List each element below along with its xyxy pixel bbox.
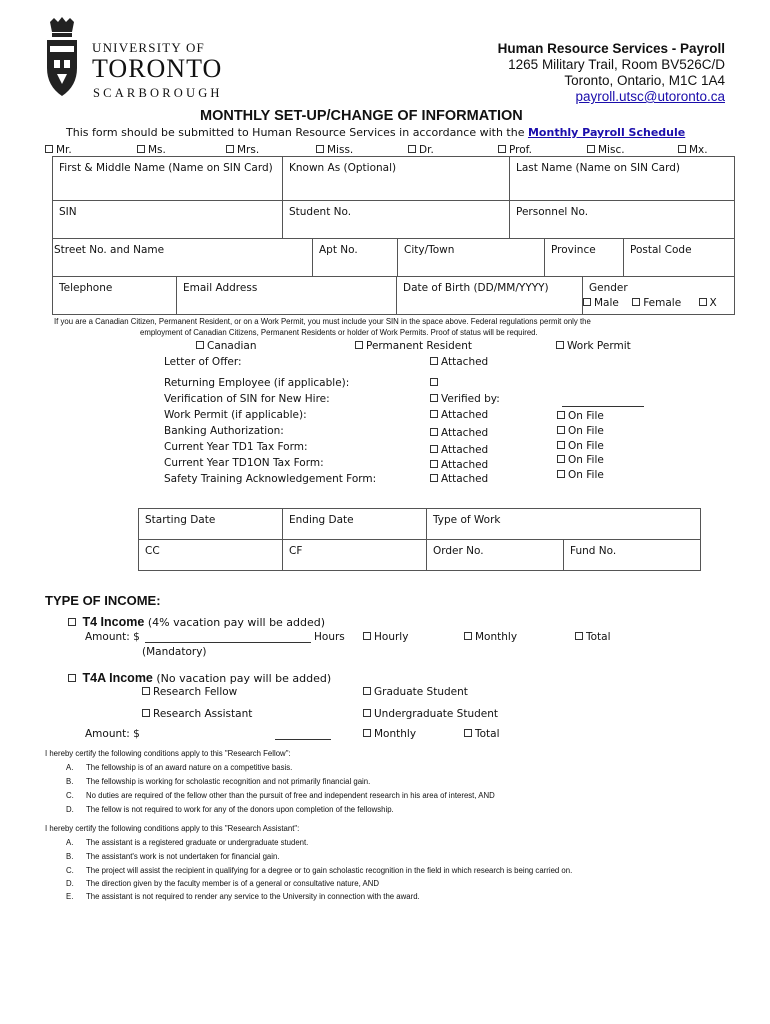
t4a-monthly-label: Monthly (374, 728, 417, 740)
checkbox-icon (363, 632, 371, 640)
checkbox-icon (363, 687, 371, 695)
street-label: Street No. and Name (54, 244, 165, 256)
form-subtitle (66, 126, 685, 139)
doc-verification-label: Verification of SIN for New Hire: (164, 393, 330, 405)
status-canadian[interactable] (196, 340, 257, 352)
starting-date-label: Starting Date (145, 514, 216, 526)
checkbox-icon (430, 474, 438, 482)
graduate-student-option[interactable] (363, 686, 468, 698)
checkbox-icon (430, 428, 438, 436)
first-name-field[interactable] (53, 157, 283, 201)
checkbox-icon (196, 341, 204, 349)
ending-date-field[interactable] (283, 509, 427, 540)
doc-verified-by[interactable] (430, 393, 500, 405)
list-letter: D. (66, 879, 74, 888)
doc-td1-label: Current Year TD1 Tax Form: (164, 441, 308, 453)
doc-td1on-label: Current Year TD1ON Tax Form: (164, 457, 324, 469)
list-letter: C. (66, 791, 74, 800)
list-letter: B. (66, 852, 74, 861)
logo-toronto: TORONTO (92, 54, 223, 83)
gender-x-label: X (709, 297, 717, 309)
title-mrs-label: Mrs. (237, 144, 260, 156)
checkbox-icon (430, 445, 438, 453)
status-canadian-label: Canadian (207, 340, 257, 352)
cf-field[interactable] (283, 540, 427, 571)
certify-fellow-item (66, 791, 495, 800)
certify-assistant-intro: I hereby certify the following conditions apply to this "Research Assistant": (45, 824, 300, 833)
personnel-no-label: Personnel No. (516, 206, 589, 218)
verified-by-label: Verified by: (441, 393, 500, 405)
checkbox-icon (583, 298, 591, 306)
t4-amount-label: Amount: $ (85, 631, 140, 643)
t4-income-note: (4% vacation pay will be added) (147, 616, 326, 629)
first-name-label: First & Middle Name (Name on SIN Card) (59, 162, 273, 174)
certify-assistant-item (66, 892, 420, 901)
checkbox-icon (363, 729, 371, 737)
certify-fellow-intro: I hereby certify the following conditions apply to this "Research Fellow": (45, 749, 291, 758)
street-field[interactable] (53, 239, 313, 277)
title-prof-label: Prof. (509, 144, 532, 156)
certify-assistant-item (66, 879, 379, 888)
email-label: Email Address (183, 282, 258, 294)
t4a-total-label: Total (475, 728, 500, 740)
t4-monthly-label: Monthly (475, 631, 518, 643)
checkbox-icon (498, 145, 506, 153)
title-miss[interactable] (316, 144, 353, 156)
dob-field[interactable] (397, 277, 583, 315)
checkbox-icon (68, 618, 76, 626)
student-no-field[interactable] (283, 201, 510, 239)
undergraduate-student-label: Undergraduate Student (374, 708, 499, 720)
t4a-amount-input[interactable] (275, 728, 331, 740)
doc-returning-checkbox[interactable] (430, 377, 441, 389)
checkbox-icon (557, 455, 565, 463)
certify-assistant-item (66, 838, 308, 847)
cf-label: CF (289, 545, 303, 557)
title-mx-label: Mx. (689, 144, 708, 156)
doc-banking-label: Banking Authorization: (164, 425, 284, 437)
list-letter: A. (66, 838, 74, 847)
research-fellow-label: Research Fellow (153, 686, 238, 698)
checkbox-icon (226, 145, 234, 153)
gender-male-label: Male (594, 297, 619, 309)
list-text: No duties are required of the fellow other than the pursuit of free and independent research in his area of interest, AND (86, 791, 495, 800)
research-assistant-label: Research Assistant (153, 708, 253, 720)
t4-hours-label: Hours (314, 631, 345, 643)
telephone-field[interactable] (53, 277, 177, 315)
t4-hourly-label: Hourly (374, 631, 409, 643)
header-email-link[interactable]: payroll.utsc@utoronto.ca (575, 89, 725, 104)
doc-safety-label: Safety Training Acknowledgement Form: (164, 473, 377, 485)
last-name-field[interactable] (510, 157, 735, 201)
title-prof[interactable] (498, 144, 532, 156)
dob-label: Date of Birth (DD/MM/YYYY) (403, 282, 549, 294)
fund-no-label: Fund No. (570, 545, 617, 557)
list-letter: C. (66, 866, 74, 875)
payroll-schedule-link[interactable]: Monthly Payroll Schedule (527, 126, 686, 139)
attached-label: Attached (441, 356, 489, 368)
list-letter: E. (66, 892, 74, 901)
checkbox-icon (142, 687, 150, 695)
email-field[interactable] (177, 277, 397, 315)
checkbox-icon (408, 145, 416, 153)
t4-income-option[interactable] (68, 615, 325, 629)
known-as-field[interactable] (283, 157, 510, 201)
list-text: The assistant is not required to render any service to the University in connection with the award. (86, 892, 420, 901)
list-text: The project will assist the recipient in qualifying for a degree or to gain scholastic recognition in the field in which research is being carried on. (86, 866, 573, 875)
gender-female-option[interactable] (632, 297, 681, 309)
t4a-monthly-option[interactable] (363, 728, 416, 740)
checkbox-icon (430, 357, 438, 365)
checkbox-icon (363, 709, 371, 717)
doc-td1-onfile[interactable] (557, 440, 604, 452)
graduate-student-label: Graduate Student (374, 686, 468, 698)
certify-fellow-item (66, 805, 394, 814)
doc-safety-onfile[interactable] (557, 469, 604, 481)
title-mrs[interactable] (226, 144, 259, 156)
checkbox-icon (430, 394, 438, 402)
doc-work-permit-label: Work Permit (if applicable): (164, 409, 307, 421)
checkbox-icon (575, 632, 583, 640)
on-file-label: On File (568, 410, 604, 422)
checkbox-icon (430, 460, 438, 468)
on-file-label: On File (568, 425, 604, 437)
t4-amount-input[interactable] (145, 631, 311, 643)
status-permanent-label: Permanent Resident (366, 340, 473, 352)
t4-total-option[interactable] (575, 631, 611, 643)
known-as-label: Known As (Optional) (289, 162, 397, 174)
status-work-permit-label: Work Permit (567, 340, 631, 352)
doc-td1-attached[interactable] (430, 444, 488, 456)
undergraduate-student-option[interactable] (363, 708, 498, 720)
title-mr-label: Mr. (56, 144, 72, 156)
fund-no-field[interactable] (564, 540, 701, 571)
title-dr-label: Dr. (419, 144, 434, 156)
header-address-line1: 1265 Military Trail, Room BV526C/D (508, 57, 725, 72)
checkbox-icon (557, 426, 565, 434)
t4-hourly-option[interactable] (363, 631, 408, 643)
last-name-label: Last Name (Name on SIN Card) (516, 162, 680, 174)
doc-letter-offer-label: Letter of Offer: (164, 356, 242, 368)
doc-work-permit-onfile[interactable] (557, 410, 604, 422)
header-department: Human Resource Services - Payroll (497, 41, 725, 56)
checkbox-icon (557, 470, 565, 478)
form-subtitle-text: This form should be submitted to Human Resource Services in accordance with the (66, 126, 528, 139)
type-of-work-label: Type of Work (433, 514, 501, 526)
t4-income-label: T4 Income (82, 615, 145, 629)
title-dr[interactable] (408, 144, 434, 156)
t4a-income-label: T4A Income (82, 671, 153, 685)
certify-assistant-item (66, 866, 572, 875)
t4a-income-note: (No vacation pay will be added) (156, 672, 332, 685)
doc-banking-attached[interactable] (430, 427, 488, 439)
certify-fellow-item (66, 763, 292, 772)
type-of-work-field[interactable] (427, 509, 701, 540)
checkbox-icon (699, 298, 707, 306)
form-title: MONTHLY SET-UP/CHANGE OF INFORMATION (200, 108, 523, 124)
checkbox-icon (355, 341, 363, 349)
checkbox-icon (142, 709, 150, 717)
city-label: City/Town (404, 244, 455, 256)
title-misc-label: Misc. (598, 144, 625, 156)
checkbox-icon (632, 298, 640, 306)
sin-field[interactable] (53, 201, 283, 239)
verified-by-line[interactable] (562, 395, 644, 407)
apt-label: Apt No. (319, 244, 358, 256)
logo-scarborough: SCARBOROUGH (93, 86, 223, 100)
starting-date-field[interactable] (139, 509, 283, 540)
list-letter: A. (66, 763, 74, 772)
certify-fellow-item (66, 777, 370, 786)
city-field[interactable] (398, 239, 545, 277)
list-letter: B. (66, 777, 74, 786)
list-text: The fellowship is of an award nature on a competitive basis. (86, 763, 293, 772)
title-miss-label: Miss. (327, 144, 354, 156)
t4a-amount-label: Amount: $ (85, 728, 140, 740)
address-table (52, 238, 735, 277)
gender-label: Gender (589, 282, 628, 294)
gender-x-option[interactable] (699, 297, 717, 309)
status-note-line1: If you are a Canadian Citizen, Permanent Resident, or on a Work Permit, you must include your SIN in the space above. Federal regulations permit only the (54, 317, 591, 326)
postal-code-field[interactable] (624, 239, 735, 277)
list-letter: D. (66, 805, 74, 814)
status-work-permit[interactable] (556, 340, 631, 352)
checkbox-icon (464, 632, 472, 640)
postal-code-label: Postal Code (630, 244, 692, 256)
appointment-table (138, 508, 701, 571)
cc-field[interactable] (139, 540, 283, 571)
title-mr[interactable] (45, 144, 72, 156)
telephone-label: Telephone (59, 282, 113, 294)
doc-td1on-attached[interactable] (430, 459, 488, 471)
checkbox-icon (68, 674, 76, 682)
checkbox-icon (137, 145, 145, 153)
province-field[interactable] (545, 239, 624, 277)
gender-female-label: Female (643, 297, 682, 309)
on-file-label: On File (568, 469, 604, 481)
list-text: The direction given by the faculty member is of a general or consultative nature, AND (86, 879, 379, 888)
status-permanent-resident[interactable] (355, 340, 472, 352)
title-mx[interactable] (678, 144, 708, 156)
attached-label: Attached (441, 473, 489, 485)
on-file-label: On File (568, 454, 604, 466)
t4-monthly-option[interactable] (464, 631, 517, 643)
income-heading: TYPE OF INCOME: (45, 593, 161, 608)
research-fellow-option[interactable] (142, 686, 237, 698)
t4-mandatory-note: (Mandatory) (142, 646, 207, 658)
checkbox-icon (430, 378, 438, 386)
university-crest (44, 16, 80, 102)
title-ms[interactable] (137, 144, 166, 156)
logo-university-of: UNIVERSITY OF (92, 40, 205, 55)
doc-returning-label: Returning Employee (if applicable): (164, 377, 350, 389)
name-table (52, 156, 735, 239)
doc-work-permit-attached[interactable] (430, 409, 488, 421)
research-assistant-option[interactable] (142, 708, 252, 720)
sin-label: SIN (59, 206, 77, 218)
checkbox-icon (557, 441, 565, 449)
student-no-label: Student No. (289, 206, 352, 218)
checkbox-icon (45, 145, 53, 153)
list-text: The fellow is not required to work for any of the donors upon completion of the fellowship. (86, 805, 394, 814)
title-ms-label: Ms. (148, 144, 166, 156)
doc-safety-attached[interactable] (430, 473, 488, 485)
checkbox-icon (316, 145, 324, 153)
attached-label: Attached (441, 459, 489, 471)
checkbox-icon (430, 410, 438, 418)
doc-td1on-onfile[interactable] (557, 454, 604, 466)
title-misc[interactable] (587, 144, 625, 156)
status-note-line2: employment of Canadian Citizens, Permanent Residents or holder of Work Permits. Proof of status will be required. (140, 328, 538, 337)
contact-table (52, 276, 735, 315)
apt-field[interactable] (313, 239, 398, 277)
t4a-total-option[interactable] (464, 728, 500, 740)
attached-label: Attached (441, 444, 489, 456)
gender-field (583, 277, 735, 315)
list-text: The assistant is a registered graduate or undergraduate student. (86, 838, 309, 847)
order-no-field[interactable] (427, 540, 564, 571)
t4-total-label: Total (586, 631, 611, 643)
t4a-income-option[interactable] (68, 671, 331, 685)
certify-assistant-item (66, 852, 279, 861)
checkbox-icon (464, 729, 472, 737)
list-text: The fellowship is working for scholastic recognition and not primarily financial gain. (86, 777, 371, 786)
checkbox-icon (556, 341, 564, 349)
order-no-label: Order No. (433, 545, 484, 557)
header-address-line2: Toronto, Ontario, M1C 1A4 (564, 73, 725, 88)
doc-letter-offer-attached[interactable] (430, 356, 488, 368)
gender-male-option[interactable] (583, 297, 619, 309)
ending-date-label: Ending Date (289, 514, 354, 526)
checkbox-icon (678, 145, 686, 153)
list-text: The assistant's work is not undertaken for financial gain. (86, 852, 280, 861)
checkbox-icon (557, 411, 565, 419)
attached-label: Attached (441, 427, 489, 439)
personnel-no-field[interactable] (510, 201, 735, 239)
on-file-label: On File (568, 440, 604, 452)
attached-label: Attached (441, 409, 489, 421)
province-label: Province (551, 244, 596, 256)
doc-banking-onfile[interactable] (557, 425, 604, 437)
cc-label: CC (145, 545, 160, 557)
checkbox-icon (587, 145, 595, 153)
